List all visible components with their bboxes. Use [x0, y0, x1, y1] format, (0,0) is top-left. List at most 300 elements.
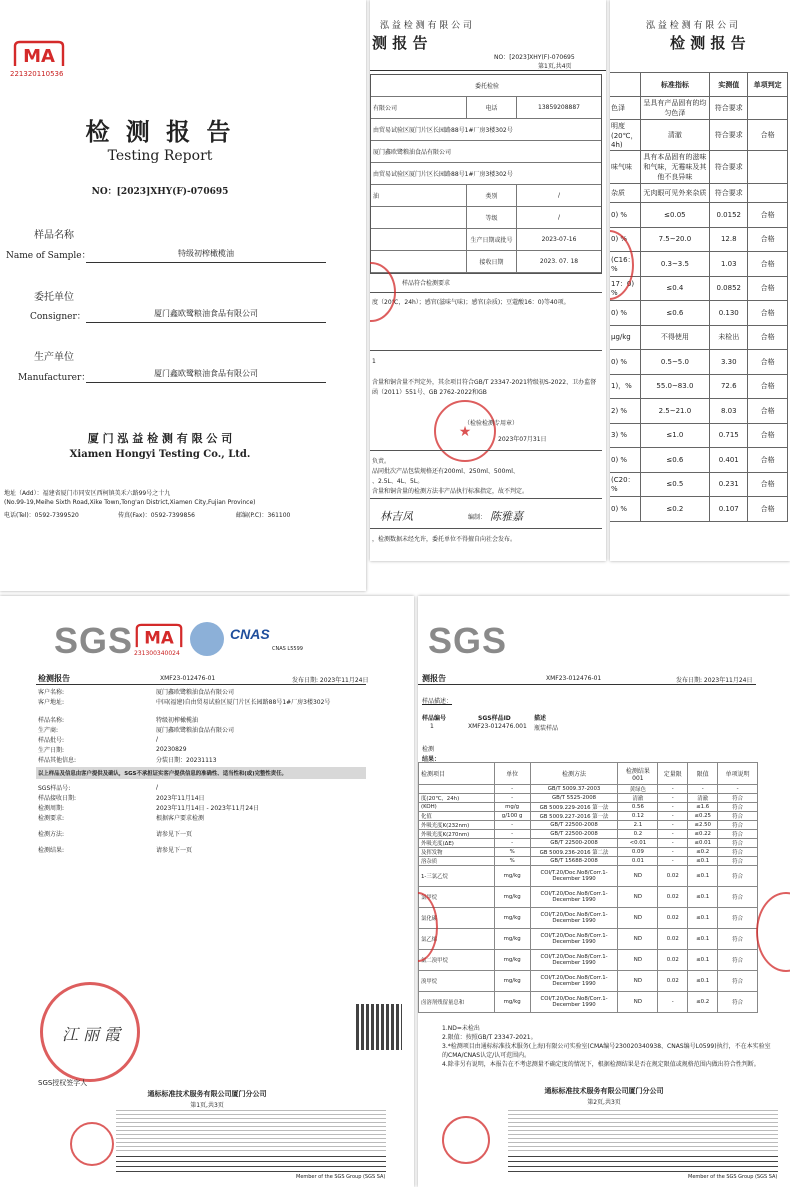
loq-cell: 0.02: [658, 887, 688, 908]
standard-cell: 55.0~83.0: [640, 374, 710, 399]
table-row: [419, 821, 758, 830]
row-rule: [370, 350, 602, 351]
limit-cell: ≤0.1: [688, 866, 718, 887]
report-title-en: Testing Report: [107, 148, 213, 164]
sample-desc: 瓶装样品: [534, 725, 559, 732]
consignor-value: 厦门鑫欧鹭粮油食品有限公司: [154, 309, 258, 318]
info-row: [371, 251, 601, 273]
loq-cell: -: [658, 839, 688, 848]
field-row: [38, 828, 368, 838]
ilac-mra-logo: [190, 622, 224, 656]
note-cell: 符合: [718, 794, 758, 803]
standard-cell: 0.3~3.5: [640, 252, 710, 277]
edge-stamp: [756, 892, 790, 972]
page-number: 第2页,共3页: [587, 1099, 621, 1106]
item-name: (KOH): [419, 803, 495, 812]
report-number: XMF23-012476-01: [160, 675, 216, 682]
limit-cell: ≤0.1: [688, 971, 718, 992]
field-key: 样品接收日期:: [38, 794, 77, 802]
sample-desc-label: 样品描述：: [422, 698, 453, 705]
manufacturer-label-en: Manufacturer：: [18, 373, 91, 383]
row-rule: [370, 528, 602, 529]
report-title: 测报告: [422, 674, 446, 683]
field-value: /: [156, 783, 159, 791]
item-name: μg/kg: [610, 325, 640, 350]
result-cell: 合格: [748, 301, 788, 326]
notes-block: [442, 1024, 772, 1069]
fax: 传真(Fax)：0592-7399856: [118, 512, 195, 519]
result-cell: 合格: [748, 325, 788, 350]
limit-cell: -: [688, 785, 718, 794]
field-value: 中国(福建)自由贸易试验区厦门片区长园路88号1#厂房3楼302号: [156, 698, 331, 706]
result-label: 结果：: [422, 756, 441, 763]
report-title-cn: 检 测 报 告: [85, 118, 235, 146]
limit-cell: ≤2.50: [688, 821, 718, 830]
item-name: 卤溶剂残留量总和: [419, 992, 495, 1013]
desc-header: 描述: [534, 715, 547, 722]
field-key: 检测结果:: [38, 846, 65, 854]
value-cell: 72.6: [710, 374, 748, 399]
limit-cell: ≤0.1: [688, 929, 718, 950]
requirement-text: 样品符合检测要求: [402, 280, 451, 287]
value-cell: 符合要求: [710, 120, 748, 151]
table-row: [610, 203, 788, 228]
note-cell: 符合: [718, 908, 758, 929]
method-cell: GB/T 5525-2008: [530, 794, 618, 803]
note-cell: 符合: [718, 803, 758, 812]
member-text: Member of the SGS Group (SGS SA): [688, 1174, 778, 1180]
method-cell: COI/T.20/Doc.No8/Corr.1-December 1990: [530, 992, 618, 1013]
table-row: [419, 830, 758, 839]
item-name: 氯乙烯: [419, 929, 495, 950]
standard-cell: 2.5~21.0: [640, 399, 710, 424]
consignor-label-cn: 委托单位: [34, 292, 74, 303]
header-org: 泓 益 检 测 有 限 公 司: [646, 21, 739, 31]
field-value: /: [156, 735, 159, 743]
footer-note: ，检测数据未经允许，委托单位不得擅自向社会发布。: [372, 536, 517, 543]
col-item: [610, 73, 640, 97]
unit-cell: -: [494, 794, 530, 803]
cnas-logo: CNAS: [230, 626, 270, 642]
value-cell: 12.8: [710, 227, 748, 252]
limit-cell: ≤1.6: [688, 803, 718, 812]
table-row: [610, 399, 788, 424]
item-name: 氯甲烷: [419, 887, 495, 908]
member-text: Member of the SGS Group (SGS SA): [296, 1174, 386, 1180]
field-value: 厦门鑫欧鹭粮油食品有限公司: [156, 688, 235, 696]
table-row: [419, 839, 758, 848]
consignor-underline: [86, 322, 326, 323]
item-name: (C16：%: [610, 252, 640, 277]
table-row: [610, 151, 788, 184]
standard-cell: ≤0.6: [640, 448, 710, 473]
manufacturer-value: 厦门鑫欧鹭粮油食品有限公司: [154, 369, 258, 378]
table-row: [419, 950, 758, 971]
note-cell: 符合: [718, 950, 758, 971]
limit-cell: ≤0.2: [688, 848, 718, 857]
info-row: [371, 75, 601, 97]
loq-cell: 0.02: [658, 950, 688, 971]
limit-cell: ≤0.1: [688, 887, 718, 908]
unit-cell: mg/kg: [494, 929, 530, 950]
item-name: 杂质: [610, 184, 640, 203]
value-cell: 0.401: [710, 448, 748, 473]
sgs-logo: SGS: [54, 620, 134, 661]
item-name: 2) %: [610, 399, 640, 424]
report-cover-page: [0, 0, 366, 591]
field-row: [38, 686, 368, 696]
field-row: [38, 734, 368, 744]
field-value: 分装日期：20231113: [156, 756, 217, 764]
method-text: 度（20℃，24h）；感官(滋味气味)；感官(杂质)；豆蔻酸16：0)等40项。: [372, 299, 570, 306]
table-row: [610, 97, 788, 120]
info-cell: [371, 207, 467, 228]
loq-cell: 0.02: [658, 908, 688, 929]
header-org: 泓 益 检 测 有 限 公 司: [380, 21, 473, 31]
loq-cell: 0.02: [658, 929, 688, 950]
signature-author: 陈雅嘉: [490, 510, 523, 523]
result-cell: ND: [618, 908, 658, 929]
cnas-code: CNAS L5599: [272, 646, 303, 652]
row-rule: [370, 292, 602, 293]
result-cell: 0.01: [618, 857, 658, 866]
page-number: 第1页,共3页: [190, 1102, 224, 1109]
unit-cell: mg/g: [494, 803, 530, 812]
sgs-id-header: SGS样品ID: [478, 715, 511, 722]
standard-cell: 0.5~5.0: [640, 350, 710, 375]
item-name: 3) %: [610, 423, 640, 448]
standard-cell: ≤0.6: [640, 301, 710, 326]
standard-cell: 无肉眼可见外来杂质: [640, 184, 710, 203]
result-cell: 合格: [748, 203, 788, 228]
field-key: SGS样品号:: [38, 784, 71, 792]
issue-date: 发布日期: 2023年11月24日: [676, 677, 753, 684]
value-cell: 8.03: [710, 399, 748, 424]
info-row: [371, 97, 601, 119]
method-cell: COI/T.20/Doc.No8/Corr.1-December 1990: [530, 908, 618, 929]
table-row: [610, 276, 788, 301]
method-cell: GB/T 22500-2008: [530, 830, 618, 839]
table-row: [419, 803, 758, 812]
note-cell: 符合: [718, 830, 758, 839]
info-cell: 厦门鑫欧鹭粮油食品有限公司: [373, 149, 452, 156]
item-name: 0) %: [610, 497, 640, 522]
footer-stamp: [70, 1122, 114, 1166]
result-cell: 合格: [748, 423, 788, 448]
note-cell: 符合: [718, 992, 758, 1013]
info-label: 电话: [467, 97, 517, 118]
footer-bar: [116, 1156, 386, 1172]
stamp-caption: （检验检测专用章）: [464, 420, 519, 427]
field-value: 特级初榨橄榄油: [156, 716, 199, 724]
result-cell: ND: [618, 971, 658, 992]
info-label: 类别: [467, 185, 517, 206]
field-row: [38, 792, 368, 802]
signer-label: SGS授权签字人: [38, 1079, 88, 1087]
loq-cell: -: [658, 857, 688, 866]
field-key: 检测周期:: [38, 804, 65, 812]
result-cell: [748, 151, 788, 184]
item-name: 氯化碳: [419, 908, 495, 929]
test-label: 检测: [422, 746, 435, 753]
value-cell: 0.231: [710, 472, 748, 497]
method-cell: GB/T 5009.37-2003: [530, 785, 618, 794]
qr-code: [356, 1004, 402, 1050]
col-result: 单项判定: [748, 73, 788, 97]
table-row: [610, 184, 788, 203]
item-name: 及挥发物: [419, 848, 495, 857]
value-cell: 0.0152: [710, 203, 748, 228]
col-loq: 定量限: [658, 763, 688, 785]
col-value: 实测值: [710, 73, 748, 97]
table-row: [419, 794, 758, 803]
info-cell: 委托检验: [474, 83, 499, 90]
row-rule: [370, 450, 602, 451]
sgs-cover-page: [0, 596, 414, 1187]
unit-cell: mg/kg: [494, 971, 530, 992]
field-value: 请参见下一页: [156, 830, 193, 838]
field-key: 检测方法:: [38, 830, 65, 838]
results-table: [610, 72, 788, 522]
item-name: 1-三氯乙烷: [419, 866, 495, 887]
result-cell: 合格: [748, 448, 788, 473]
value-cell: 0.107: [710, 497, 748, 522]
table-row: [610, 497, 788, 522]
field-key: 检测要求:: [38, 814, 65, 822]
loq-cell: -: [658, 821, 688, 830]
table-row: [610, 448, 788, 473]
standard-cell: 7.5~20.0: [640, 227, 710, 252]
header-rule: [370, 70, 606, 71]
field-key: 生产日期:: [38, 746, 65, 754]
standard-cell: 呈具有产品固有的均匀色泽: [640, 97, 710, 120]
result-cell: 合格: [748, 374, 788, 399]
report-results-page: [610, 0, 790, 561]
note-cell: -: [718, 785, 758, 794]
result-cell: 清澈: [618, 794, 658, 803]
limit-cell: 清澈: [688, 794, 718, 803]
info-row: [371, 207, 601, 229]
info-row: [371, 185, 601, 207]
footer-stamp: [442, 1116, 490, 1164]
value-cell: 0.715: [710, 423, 748, 448]
sample-no: 1: [430, 723, 434, 730]
info-label: 接收日期: [467, 251, 517, 272]
row-rule: [370, 498, 602, 499]
unit-cell: -: [494, 830, 530, 839]
note-cell: 符合: [718, 839, 758, 848]
result-cell: ND: [618, 929, 658, 950]
info-value: 13859208887: [538, 104, 580, 111]
info-cell: 由贸易试验区厦门片区长园路88号1#厂房3楼302号: [373, 127, 513, 134]
field-row: [38, 782, 368, 792]
standard-cell: ≤0.2: [640, 497, 710, 522]
table-row: [610, 252, 788, 277]
test-fields: [38, 782, 368, 854]
terms-block: [508, 1110, 778, 1154]
org-name: 通标标准技术服务有限公司厦门分公司: [544, 1087, 664, 1095]
sgs-id: XMF23-012476.001: [468, 723, 527, 730]
col-standard: 标准指标: [640, 73, 710, 97]
item-name: [419, 785, 495, 794]
field-row: [38, 696, 368, 706]
report-number: XMF23-012476-01: [546, 675, 602, 682]
field-key: 样品其他信息:: [38, 756, 77, 764]
method-cell: COI/T.20/Doc.No8/Corr.1-December 1990: [530, 887, 618, 908]
table-row: [610, 120, 788, 151]
item-name: 0) %: [610, 227, 640, 252]
note-cell: 符合: [718, 929, 758, 950]
unit-cell: g/100 g: [494, 812, 530, 821]
col-note: 单项说明: [718, 763, 758, 785]
manufacturer-underline: [86, 382, 326, 383]
table-row: [610, 301, 788, 326]
limit-cell: ≤0.2: [688, 992, 718, 1013]
signature-label: 编制：: [468, 514, 487, 521]
standard-cell: 具有本品固有的滋味和气味，无霉味及其他不良异味: [640, 151, 710, 184]
result-cell: 0.12: [618, 812, 658, 821]
sgs-logo: SGS: [428, 620, 508, 661]
loq-cell: -: [658, 812, 688, 821]
result-cell: [748, 97, 788, 120]
table-row: [419, 887, 758, 908]
loq-cell: -: [658, 830, 688, 839]
item-name: 味气味: [610, 151, 640, 184]
col-item: 检测项目: [419, 763, 495, 785]
info-label: 生产日期或批号: [467, 229, 517, 250]
limit-cell: ≤0.25: [688, 812, 718, 821]
result-cell: 2.1: [618, 821, 658, 830]
table-row: [419, 848, 758, 857]
note-cell: 符合: [718, 848, 758, 857]
method-cell: GB/T 15688-2008: [530, 857, 618, 866]
note-line: 3.*检测项目由通标标准技术服务(上海)有限公司实验室(CMA编号230020340938、CNAS编号L0599)执行，不在本实验室的CMA/CNAS认定/认可范围内。: [442, 1043, 771, 1059]
field-value: 厦门鑫欧鹭粮油食品有限公司: [156, 726, 235, 734]
org-name-en: Xiamen Hongyi Testing Co., Ltd.: [69, 449, 251, 460]
standard-cell: ≤0.5: [640, 472, 710, 497]
field-value: 2023年11月14日: [156, 794, 205, 802]
method-cell: GB 5009.236-2016 第二法: [530, 848, 618, 857]
manufacturer-label-cn: 生产单位: [34, 352, 74, 363]
note-cell: 符合: [718, 887, 758, 908]
col-method: 检测方法: [530, 763, 618, 785]
field-key: 客户名称:: [38, 688, 65, 696]
col-result: 检测结果 001: [618, 763, 658, 785]
method-cell: COI/T.20/Doc.No8/Corr.1-December 1990: [530, 929, 618, 950]
value-cell: 1.03: [710, 252, 748, 277]
item-name: 0) %: [610, 448, 640, 473]
loq-cell: -: [658, 992, 688, 1013]
item-name: 氯二溴甲烷: [419, 950, 495, 971]
item-name: 外吸光度(ΔE): [419, 839, 495, 848]
loq-cell: 0.02: [658, 971, 688, 992]
result-cell: 合格: [748, 252, 788, 277]
sample-underline: [86, 262, 326, 263]
report-number: NO：[2023]XHY(F)-070695: [494, 54, 575, 61]
count-text: 1: [372, 358, 376, 365]
issue-date: 发布日期: 2023年11月24日: [292, 677, 369, 684]
info-row: [371, 229, 601, 251]
result-cell: 0.2: [618, 830, 658, 839]
info-table: [370, 74, 602, 274]
address-cn: 地址（Add）：福建省厦门市同安区西柯镇美禾六路99号之十九: [4, 490, 171, 497]
field-row: [38, 744, 368, 754]
table-row: [419, 929, 758, 950]
item-name: (C20：%: [610, 472, 640, 497]
info-value: 2023. 07. 18: [539, 258, 579, 265]
value-cell: 3.30: [710, 350, 748, 375]
table-row: [610, 423, 788, 448]
result-cell: ND: [618, 887, 658, 908]
loq-cell: -: [658, 785, 688, 794]
result-cell: 0.56: [618, 803, 658, 812]
stamp-date: 2023年07月31日: [498, 436, 547, 443]
result-cell: 合格: [748, 472, 788, 497]
field-row: [38, 844, 368, 854]
col-limit: 限值: [688, 763, 718, 785]
result-cell: <0.01: [618, 839, 658, 848]
loq-cell: 0.02: [658, 866, 688, 887]
client-fields: [38, 686, 368, 764]
note-1: 负责。: [372, 458, 391, 465]
field-row: [38, 802, 368, 812]
loq-cell: -: [658, 794, 688, 803]
field-row: [38, 714, 368, 724]
field-value: 20230829: [156, 745, 187, 753]
sample-label-en: Name of Sample：: [6, 251, 91, 261]
result-cell: 合格: [748, 276, 788, 301]
loq-cell: -: [658, 803, 688, 812]
info-cell: [371, 229, 467, 250]
report-number: NO：[2023]XHY(F)-070695: [91, 187, 229, 197]
result-cell: ND: [618, 950, 658, 971]
item-name: 色泽: [610, 97, 640, 120]
page-number: 第1页,共4页: [538, 63, 572, 70]
item-name: 度(20℃，24h): [419, 794, 495, 803]
item-name: 溴甲烷: [419, 971, 495, 992]
info-value: /: [557, 214, 561, 221]
unit-cell: -: [494, 839, 530, 848]
unit-cell: mg/kg: [494, 908, 530, 929]
sgs-signature: 江 丽 霞: [62, 1025, 121, 1044]
table-row: [419, 992, 758, 1013]
limit-cell: ≤0.01: [688, 839, 718, 848]
result-cell: 合格: [748, 497, 788, 522]
sample-label-cn: 样品名称: [34, 230, 74, 241]
field-key: 样品名称:: [38, 716, 65, 724]
svg-text:MA: MA: [23, 46, 55, 67]
sgs-results-page: [418, 596, 790, 1187]
note-cell: 符合: [718, 866, 758, 887]
standard-cell: ≤0.4: [640, 276, 710, 301]
item-name: 明度(20℃，4h): [610, 120, 640, 151]
table-row: [419, 857, 758, 866]
info-row: [371, 141, 601, 163]
value-cell: 未检出: [710, 325, 748, 350]
note-2: 品同批次产品包装规格还有200ml、250ml、500ml、: [372, 468, 519, 475]
note-cell: 符合: [718, 812, 758, 821]
item-name: 溶杂质: [419, 857, 495, 866]
cma-logo: [134, 622, 184, 650]
cma-code: 221320110536: [10, 70, 64, 78]
cma-logo: [12, 40, 66, 68]
result-cell: ND: [618, 866, 658, 887]
item-name: 0) %: [610, 301, 640, 326]
info-value: 2023-07-16: [541, 236, 577, 243]
title-rule: [418, 684, 756, 685]
report-info-page: [370, 0, 606, 561]
table-row: [419, 908, 758, 929]
